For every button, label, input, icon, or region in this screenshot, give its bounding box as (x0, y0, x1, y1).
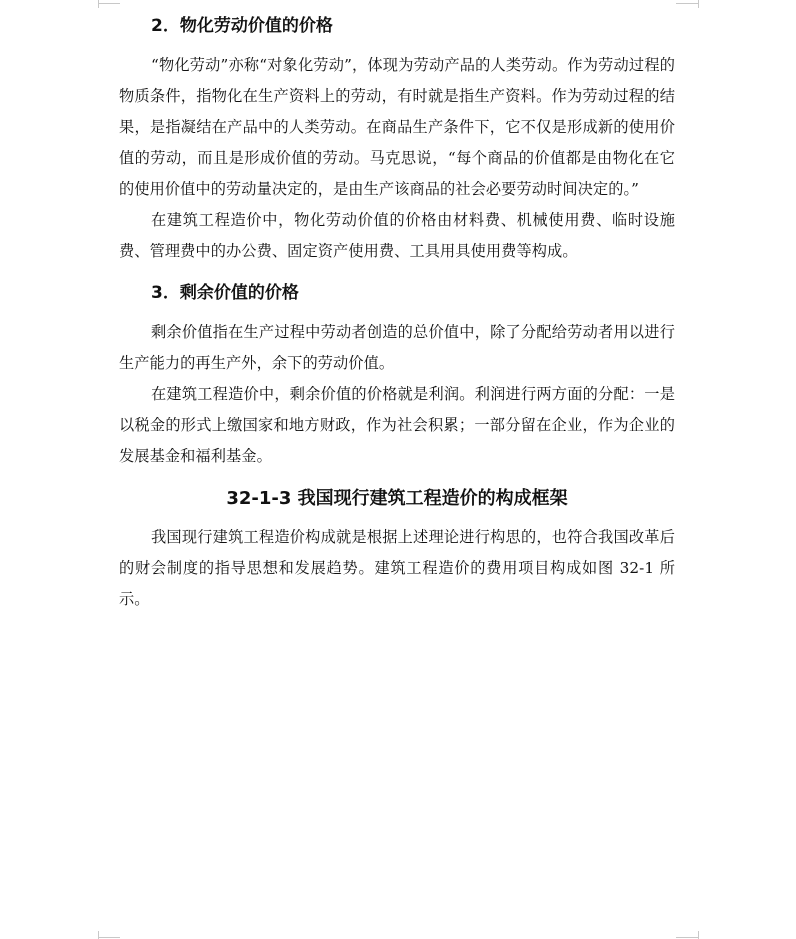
subheading-surplus-value: 3．剩余价值的价格 (151, 283, 299, 303)
paragraph-materialized-labor-definition: “物化劳动”亦称“对象化劳动”，体现为劳动产品的人类劳动。作为劳动过程的物质条件，指物化在生产资料上的劳动，有时就是指生产资料。作为劳动过程的结果，是指凝结在产品中的人类劳动。在商品生产条件下，它不仅是形成新的使用价值的劳动，而且是形成价值的劳动。马克思说，“每个商品的价值都是由物化在它的使用价值中的劳动量决定的，是由生产该商品的社会必要劳动时间决定的。” (119, 56, 675, 198)
paragraph-cost-framework: 我国现行建筑工程造价构成就是根据上述理论进行构思的，也符合我国改革后的财会制度的指导思想和发展趋势。建筑工程造价的费用项目构成如图 32-1 所示。 (119, 528, 675, 608)
document-body (119, 10, 675, 615)
page-corner-mark-bottom-left (98, 937, 120, 938)
page-corner-line-top-right (676, 0, 699, 8)
page-corner-mark-bottom-right (676, 937, 698, 938)
section-title-cost-framework: 32-1-3 我国现行建筑工程造价的构成框架 (226, 488, 568, 509)
paragraph-surplus-value-definition: 剩余价值指在生产过程中劳动者创造的总价值中，除了分配给劳动者用以进行生产能力的再生产外，余下的劳动价值。 (119, 323, 675, 372)
page-corner-line-top-left (98, 0, 121, 8)
paragraph-surplus-value-profit: 在建筑工程造价中，剩余价值的价格就是利润。利润进行两方面的分配：一是以税金的形式上缴国家和地方财政，作为社会积累；一部分留在企业，作为企业的发展基金和福利基金。 (119, 385, 675, 465)
paragraph-materialized-labor-cost: 在建筑工程造价中，物化劳动价值的价格由材料费、机械使用费、临时设施费、管理费中的办公费、固定资产使用费、工具用具使用费等构成。 (119, 211, 675, 260)
subheading-materialized-labor: 2．物化劳动价值的价格 (151, 16, 333, 36)
